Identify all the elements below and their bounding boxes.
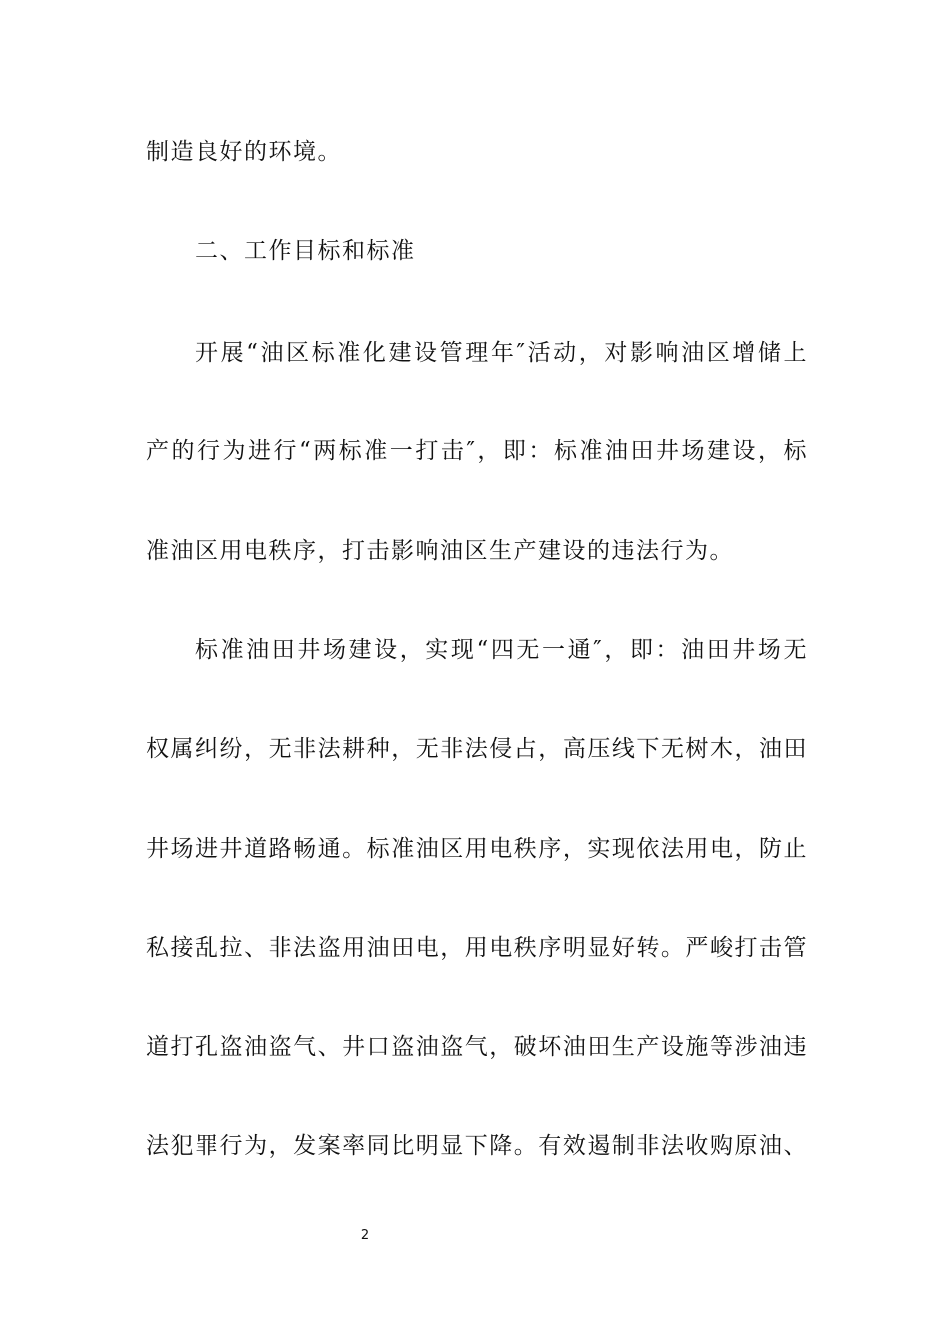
paragraph-2-line-2: 权属纠纷，无非法耕种，无非法侵占，高压线下无树木，油田 — [146, 736, 808, 762]
paragraph-2-line-5: 道打孔盗油盗气、井口盗油盗气，破坏油田生产设施等涉油违 — [146, 1034, 808, 1060]
paragraph-1-line-1: 开展“油区标准化建设管理年″活动，对影响油区增储上 — [195, 340, 808, 366]
paragraph-2-line-6: 法犯罪行为，发案率同比明显下降。有效遏制非法收购原油、 — [146, 1133, 808, 1159]
paragraph-1-line-3: 准油区用电秩序，打击影响油区生产建设的违法行为。 — [146, 538, 734, 564]
section-heading: 二、工作目标和标准 — [195, 238, 416, 264]
paragraph-2-line-4: 私接乱拉、非法盗用油田电，用电秩序明显好转。严峻打击管 — [146, 935, 808, 961]
paragraph-2-line-1: 标准油田井场建设，实现“四无一通″，即：油田井场无 — [195, 637, 808, 663]
paragraph-continuation-line: 制造良好的环境。 — [146, 139, 342, 165]
paragraph-2-line-3: 井场进井道路畅通。标准油区用电秩序，实现依法用电，防止 — [146, 836, 808, 862]
paragraph-1-line-2: 产的行为进行“两标准一打击″，即：标准油田井场建设，标 — [146, 438, 808, 464]
page-number: 2 — [360, 1228, 370, 1243]
